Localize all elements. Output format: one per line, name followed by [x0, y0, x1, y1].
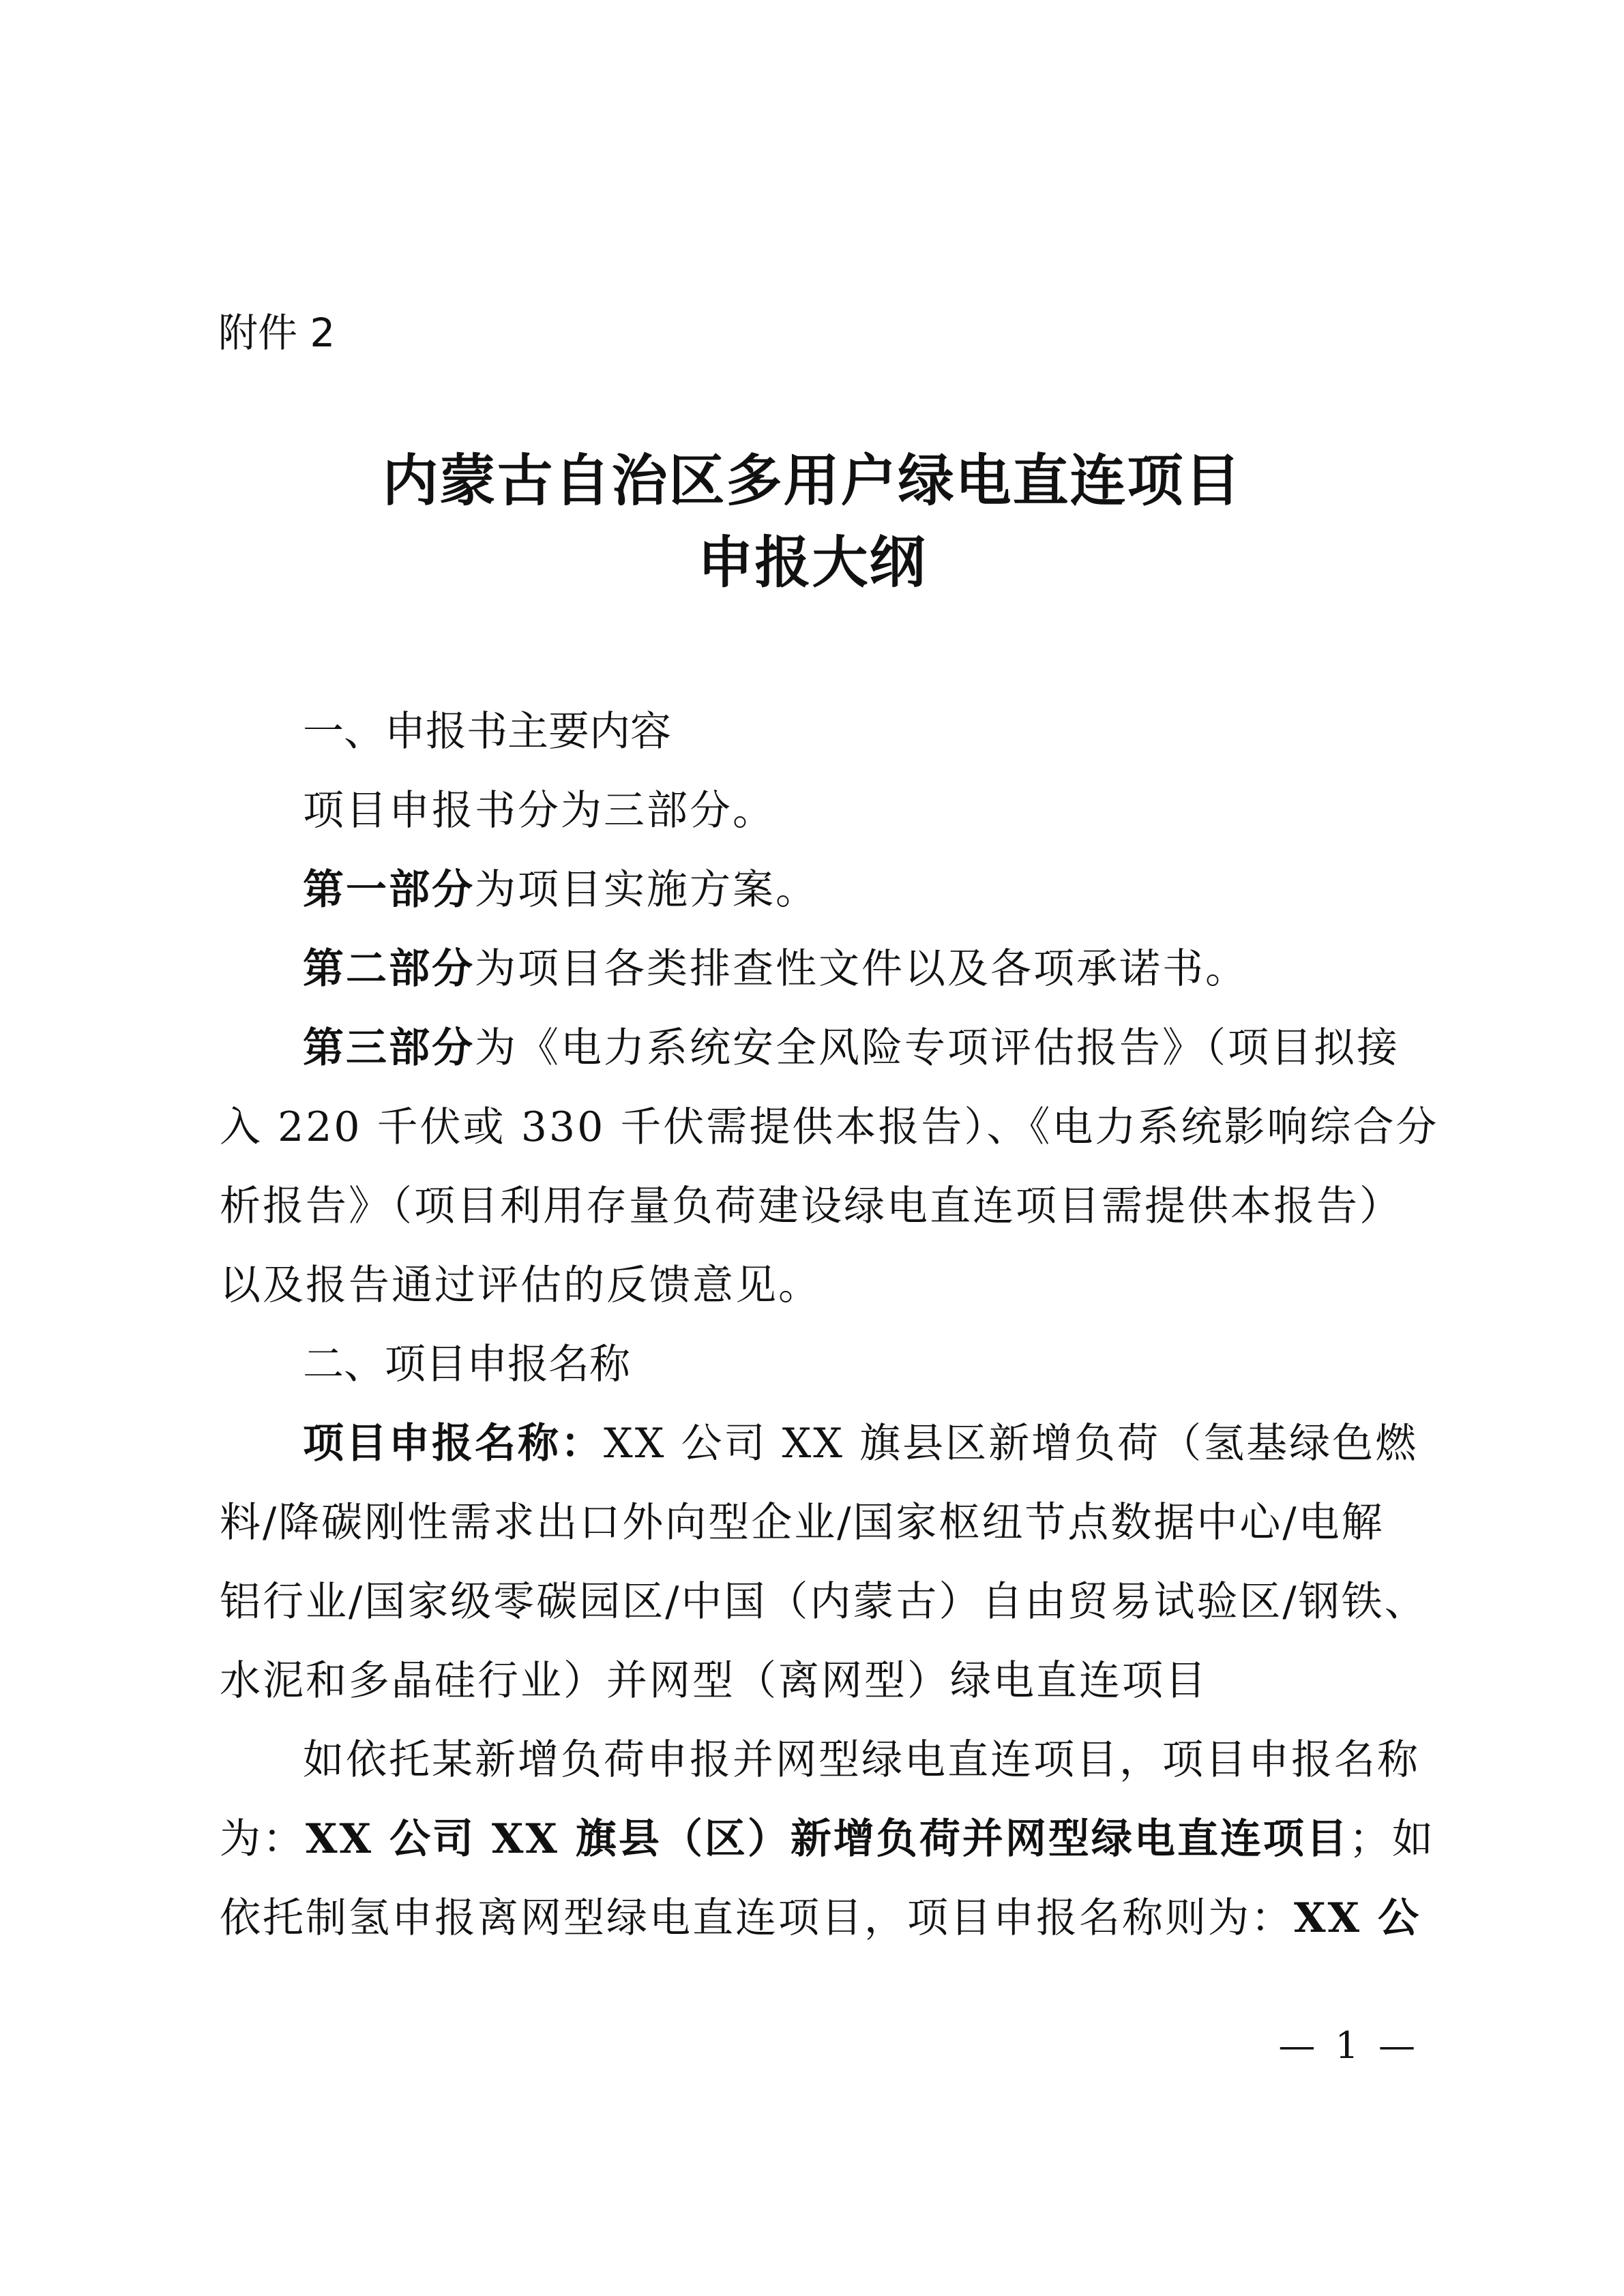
- project-name-line-4: 水泥和多晶硅行业）并网型（离网型）绿电直连项目: [220, 1657, 1208, 1705]
- part-2-text: 为项目各类排查性文件以及各项承诺书。: [475, 945, 1248, 993]
- example-paragraph: [220, 1720, 1435, 1958]
- part-3-lead: 第三部分: [303, 1024, 475, 1072]
- project-name-text-1: XX 公司 XX 旗县区新增负荷（氢基绿色燃: [604, 1420, 1419, 1467]
- part-3-text-1: 为《电力系统安全风险专项评估报告》（项目拟接: [475, 1024, 1400, 1072]
- document-body: [220, 692, 1439, 1958]
- example-line-1: 如依托某新增负荷申报并网型绿电直连项目，项目申报名称: [303, 1736, 1420, 1784]
- part-3-line-1: [220, 1009, 1420, 1088]
- example-line-2: [220, 1800, 1435, 1879]
- section-1-heading: 一、申报书主要内容: [303, 708, 671, 756]
- project-name-lead: 项目申报名称：: [303, 1420, 604, 1467]
- part-1-lead: 第一部分: [303, 866, 475, 914]
- part-1-paragraph: [220, 850, 1420, 929]
- attachment-label: 附件 2: [218, 310, 336, 356]
- section-1-intro: 项目申报书分为三部分。: [303, 787, 776, 835]
- example-off-grid-name: XX 公: [1294, 1894, 1421, 1942]
- page-number: — 1 —: [1278, 2024, 1419, 2067]
- part-3-paragraph: [220, 1009, 1439, 1325]
- part-1-text: 为项目实施方案。: [475, 866, 818, 914]
- part-3-line-4: 以及报告通过评估的反馈意见。: [220, 1262, 821, 1309]
- project-name-paragraph: [220, 1404, 1428, 1720]
- example-line-2-pre: 为：: [220, 1815, 306, 1863]
- example-grid-connected-name: XX 公司 XX 旗县（区）新增负荷并网型绿电直连项目: [306, 1815, 1349, 1863]
- part-3-line-2: 入 220 千伏或 330 千伏需提供本报告）、《电力系统影响综合分: [220, 1103, 1439, 1151]
- part-2-lead: 第二部分: [303, 945, 475, 993]
- example-line-3: [220, 1879, 1420, 1958]
- document-title-line-1: 内蒙古自治区多用户绿电直连项目: [382, 448, 1242, 513]
- example-line-2-post: ；如: [1348, 1815, 1435, 1863]
- project-name-line-1: [220, 1404, 1420, 1483]
- project-name-line-2: 料/降碳刚性需求出口外向型企业/国家枢纽节点数据中心/电解: [220, 1499, 1385, 1547]
- section-2-heading: 二、项目申报名称: [303, 1341, 630, 1388]
- project-name-line-3: 铝行业/国家级零碳园区/中国（内蒙古）自由贸易试验区/钢铁、: [220, 1578, 1428, 1626]
- document-title-line-2: 申报大纲: [697, 530, 927, 595]
- example-line-3-pre: 依托制氢申报离网型绿电直连项目，项目申报名称则为：: [220, 1894, 1294, 1942]
- part-3-line-3: 析报告》（项目利用存量负荷建设绿电直连项目需提供本报告）: [220, 1182, 1402, 1230]
- part-2-paragraph: [220, 929, 1420, 1009]
